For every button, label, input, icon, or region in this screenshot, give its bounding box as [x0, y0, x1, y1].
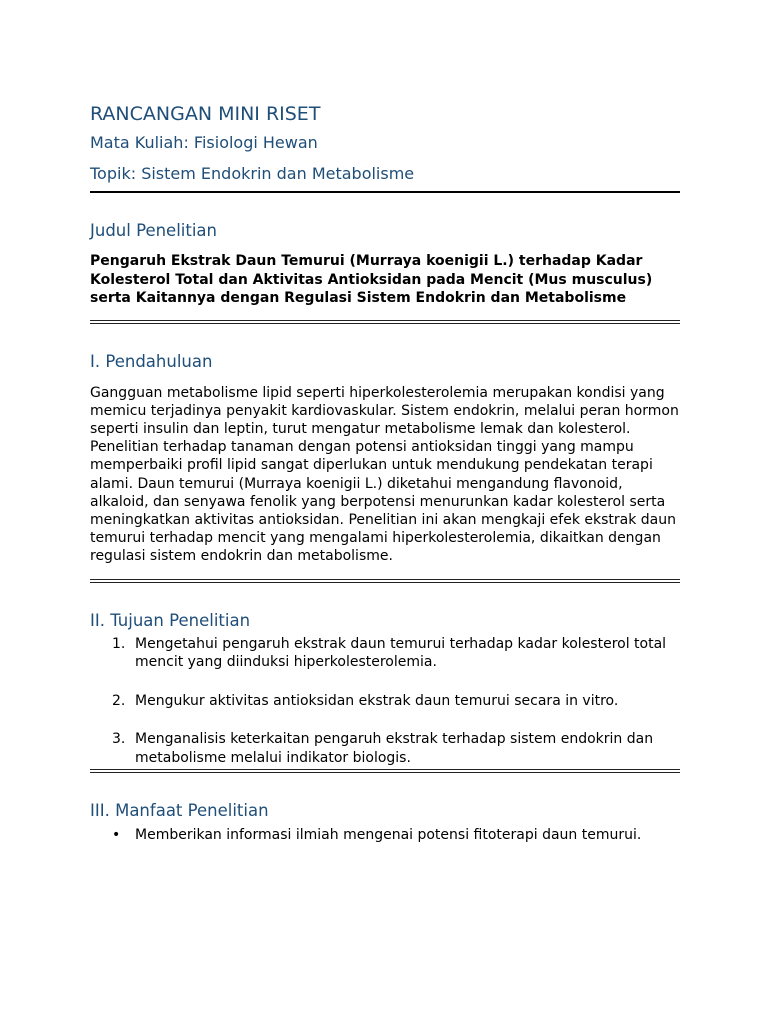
objectives-list — [90, 635, 680, 768]
list-item — [90, 635, 680, 672]
course-line: Mata Kuliah: Fisiologi Hewan — [90, 133, 318, 152]
list-item-number: 3. — [112, 731, 126, 748]
list-item — [90, 730, 680, 767]
section-divider — [90, 579, 680, 583]
header-divider — [90, 191, 680, 193]
topic-line: Topik: Sistem Endokrin dan Metabolisme — [90, 164, 415, 183]
objectives-heading: II. Tujuan Penelitian — [90, 610, 251, 630]
list-item-text: Mengukur aktivitas antioksidan ekstrak daun temurui secara in vitro. — [135, 692, 619, 709]
list-item — [90, 692, 680, 711]
document-title: RANCANGAN MINI RISET — [90, 103, 321, 125]
benefits-heading: III. Manfaat Penelitian — [90, 801, 269, 821]
bullet-icon: • — [112, 827, 121, 844]
research-title-text: Pengaruh Ekstrak Daun Temurui (Murraya koenigii L.) terhadap Kadar Kolesterol Total dan Aktivitas Antioksidan pada Mencit (Mus musculus) serta Kaitannya dengan Regulasi Sistem Endokrin dan Metabolisme — [90, 253, 653, 306]
list-item-text: Mengetahui pengaruh ekstrak daun temurui terhadap kadar kolesterol total mencit yang diinduksi hiperkolesterolemia. — [135, 635, 667, 671]
list-item — [90, 826, 680, 845]
list-item-text: Menganalisis keterkaitan pengaruh ekstrak terhadap sistem endokrin dan metabolisme melalui indikator biologis. — [135, 731, 654, 766]
document-content — [90, 101, 680, 845]
introduction-heading: I. Pendahuluan — [90, 351, 213, 371]
research-title-heading: Judul Penelitian — [90, 221, 217, 240]
list-item-text: Memberikan informasi ilmiah mengenai potensi fitoterapi daun temurui. — [135, 827, 642, 844]
list-item-number: 2. — [112, 692, 126, 709]
introduction-paragraph: Gangguan metabolisme lipid seperti hiperkolesterolemia merupakan kondisi yang memicu terjadinya penyakit kardiovaskular. Sistem endokrin, melalui peran hormon seperti insulin dan leptin, turut mengatur metabolisme lemak dan kolesterol. Penelitian terhadap tanaman dengan potensi antioksidan tinggi yang mampu memperbaiki profil lipid sangat diperlukan untuk mendukung pendekatan terapi alami. Daun temurui (Murraya koenigii L.) diketahui mengandung flavonoid, alkaloid, dan senyawa fenolik yang berpotensi menurunkan kadar kolesterol serta meningkatkan aktivitas antioksidan. Penelitian ini akan mengkaji efek ekstrak daun temurui terhadap mencit yang mengalami hiperkolesterolemia, dikaitkan dengan regulasi sistem endokrin dan metabolisme. — [90, 384, 679, 565]
benefits-list — [90, 826, 680, 845]
section-divider — [90, 320, 680, 324]
section-divider — [90, 769, 680, 773]
list-item-number: 1. — [112, 635, 126, 652]
